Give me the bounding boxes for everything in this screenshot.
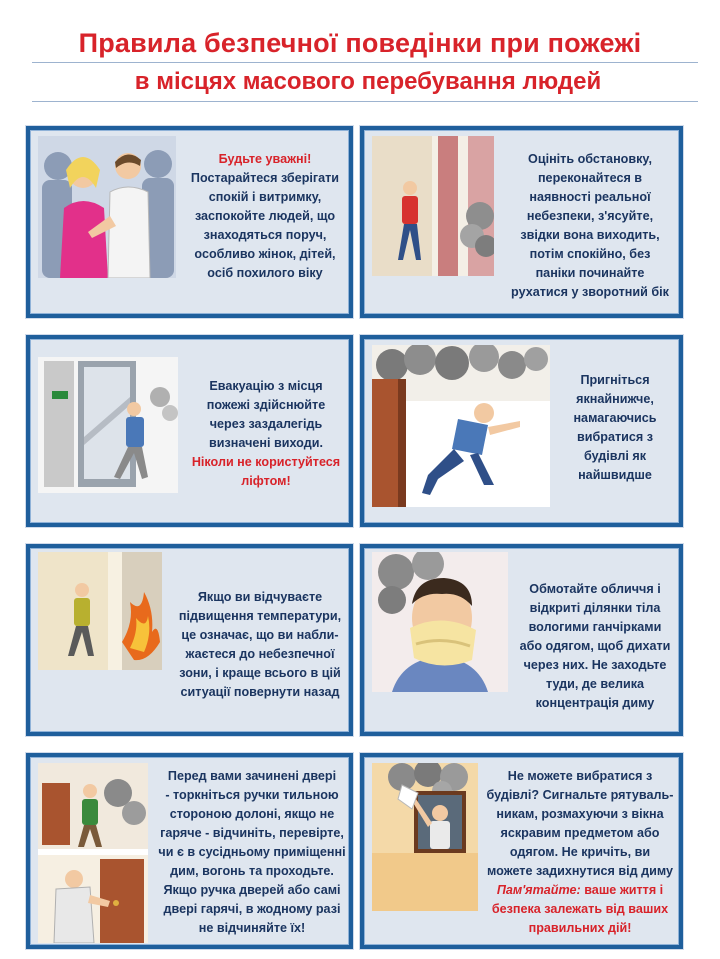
rule-line: підвищення температури,: [178, 609, 342, 623]
rule-card-1: [26, 126, 353, 318]
page-subtitle: в місцях масового перебування людей: [134, 68, 602, 95]
rule-line: вибратися з: [577, 430, 653, 444]
rule-line: визначені виходи.: [209, 436, 323, 450]
rule-heading: Будьте уважні!: [218, 152, 312, 166]
rule-line: наявності реальної: [529, 190, 651, 204]
rule-text-3: [184, 377, 348, 491]
rule-text-1: [184, 150, 346, 283]
rule-text-2: [498, 150, 682, 302]
rule-line: відкриті ділянки тіла: [529, 601, 661, 615]
rule-line: пожежі здійснюйте: [206, 398, 326, 412]
rule-line: никам, розмахуючи з вікна: [496, 807, 664, 821]
rule-remember-line: [480, 881, 680, 900]
rule-line: знаходяться поруч,: [203, 228, 327, 242]
window-signal-illustration: [372, 763, 478, 911]
rule-line: особливо жінок, дітей,: [194, 247, 336, 261]
rule-line: якнайнижче,: [576, 392, 654, 406]
rule-line: спокій і витримку,: [208, 190, 322, 204]
rule-line: це означає, що ви набли-: [181, 628, 339, 642]
fire-corridor-illustration: [38, 552, 162, 670]
rule-remember-line: правильних дій!: [528, 921, 632, 935]
rule-line: паніки починайте: [535, 266, 645, 280]
rule-line: потім спокійно, без: [529, 247, 651, 261]
rule-card-6: [360, 544, 683, 736]
rule-line: дим, вогонь та проходьте.: [170, 864, 334, 878]
rule-line: чи є в сусідньому приміщенні: [158, 845, 346, 859]
rule-line: найшвидше: [578, 468, 652, 482]
rule-line: вологими ганчірками: [528, 620, 662, 634]
title-divider: [32, 62, 698, 63]
face-cloth-illustration: [372, 552, 508, 692]
rule-line: Оцініть обстановку,: [528, 152, 652, 166]
rule-line: намагаючись: [573, 411, 657, 425]
rule-card-7: [26, 753, 353, 949]
rule-line: через заздалегідь: [209, 417, 323, 431]
rule-line: яскравим предметом або: [500, 826, 660, 840]
rule-line: Якщо ви відчуваєте: [197, 590, 323, 604]
rule-line: можете задихнутися від диму: [487, 864, 673, 878]
rule-line: жаєтеся до небезпечної: [185, 647, 335, 661]
page-title: Правила безпечної поведінки при пожежі: [78, 28, 642, 58]
rule-card-8: [360, 753, 683, 949]
rule-warning: Ніколи не користуйтеся: [191, 455, 341, 469]
rule-warning: ліфтом!: [241, 474, 291, 488]
rule-line: переконайтеся в: [537, 171, 643, 185]
corridor-smoke-illustration: [372, 136, 494, 276]
rule-line: - торкніться ручки тильною: [165, 788, 339, 802]
rule-line: Перед вами зачинені двері: [167, 769, 337, 783]
remember-label: Пам'ятайте:: [496, 883, 581, 897]
rule-line: зони, і краще всього в цій: [179, 666, 341, 680]
rule-line: стороною долоні, якщо не: [169, 807, 335, 821]
rule-line: заспокойте людей, що: [194, 209, 336, 223]
rule-line: Евакуацію з місця: [209, 379, 323, 393]
subtitle-divider: [32, 101, 698, 102]
rule-line: двері гарячі, в жодному разі: [163, 902, 341, 916]
rule-card-3: [26, 335, 353, 527]
rule-line: будівлі як: [583, 449, 647, 463]
rule-line: через них. Не заходьте: [523, 658, 667, 672]
rule-line: або одягом, щоб дихати: [519, 639, 671, 653]
crouching-man-illustration: [372, 345, 550, 507]
exit-door-illustration: [38, 357, 178, 493]
rule-line: не відчиняйте їх!: [198, 921, 306, 935]
rule-text-6: [510, 580, 680, 713]
rule-line: Обмотайте обличчя і: [529, 582, 661, 596]
rule-text-4: [554, 371, 676, 485]
rule-line: осіб похилого віку: [207, 266, 323, 280]
rule-line: Пригніться: [580, 373, 650, 387]
rule-line: туди, де велика: [545, 677, 645, 691]
rule-remember-line: безпека залежать від ваших: [491, 902, 669, 916]
rule-line: гаряче - відчиніть, перевірте,: [160, 826, 344, 840]
rule-text-5: [170, 588, 350, 702]
rule-line: рухатися у зворотний бік: [511, 285, 669, 299]
rule-card-5: [26, 544, 353, 736]
calm-crowd-illustration: [38, 136, 176, 278]
rule-card-4: [360, 335, 683, 527]
rule-line: концентрація диму: [535, 696, 655, 710]
rule-line: одягом. Не кричіть, ви: [509, 845, 651, 859]
closed-door-illustration: [38, 763, 148, 943]
rule-line: будівлі? Сигнальте рятуваль-: [486, 788, 674, 802]
rule-text-8: [480, 767, 680, 938]
rule-text-7: [150, 767, 353, 938]
remember-text: ваше життя і: [580, 883, 664, 897]
rule-line: небезпеки, з'ясуйте,: [526, 209, 654, 223]
rule-line: Якщо ручка дверей або самі: [163, 883, 341, 897]
rule-line: Не можете вибратися з: [507, 769, 653, 783]
rule-line: Постарайтеся зберігати: [190, 171, 340, 185]
rule-line: ситуації повернути назад: [180, 685, 340, 699]
rule-card-2: [360, 126, 683, 318]
rule-line: звідки вона виходить,: [520, 228, 660, 242]
